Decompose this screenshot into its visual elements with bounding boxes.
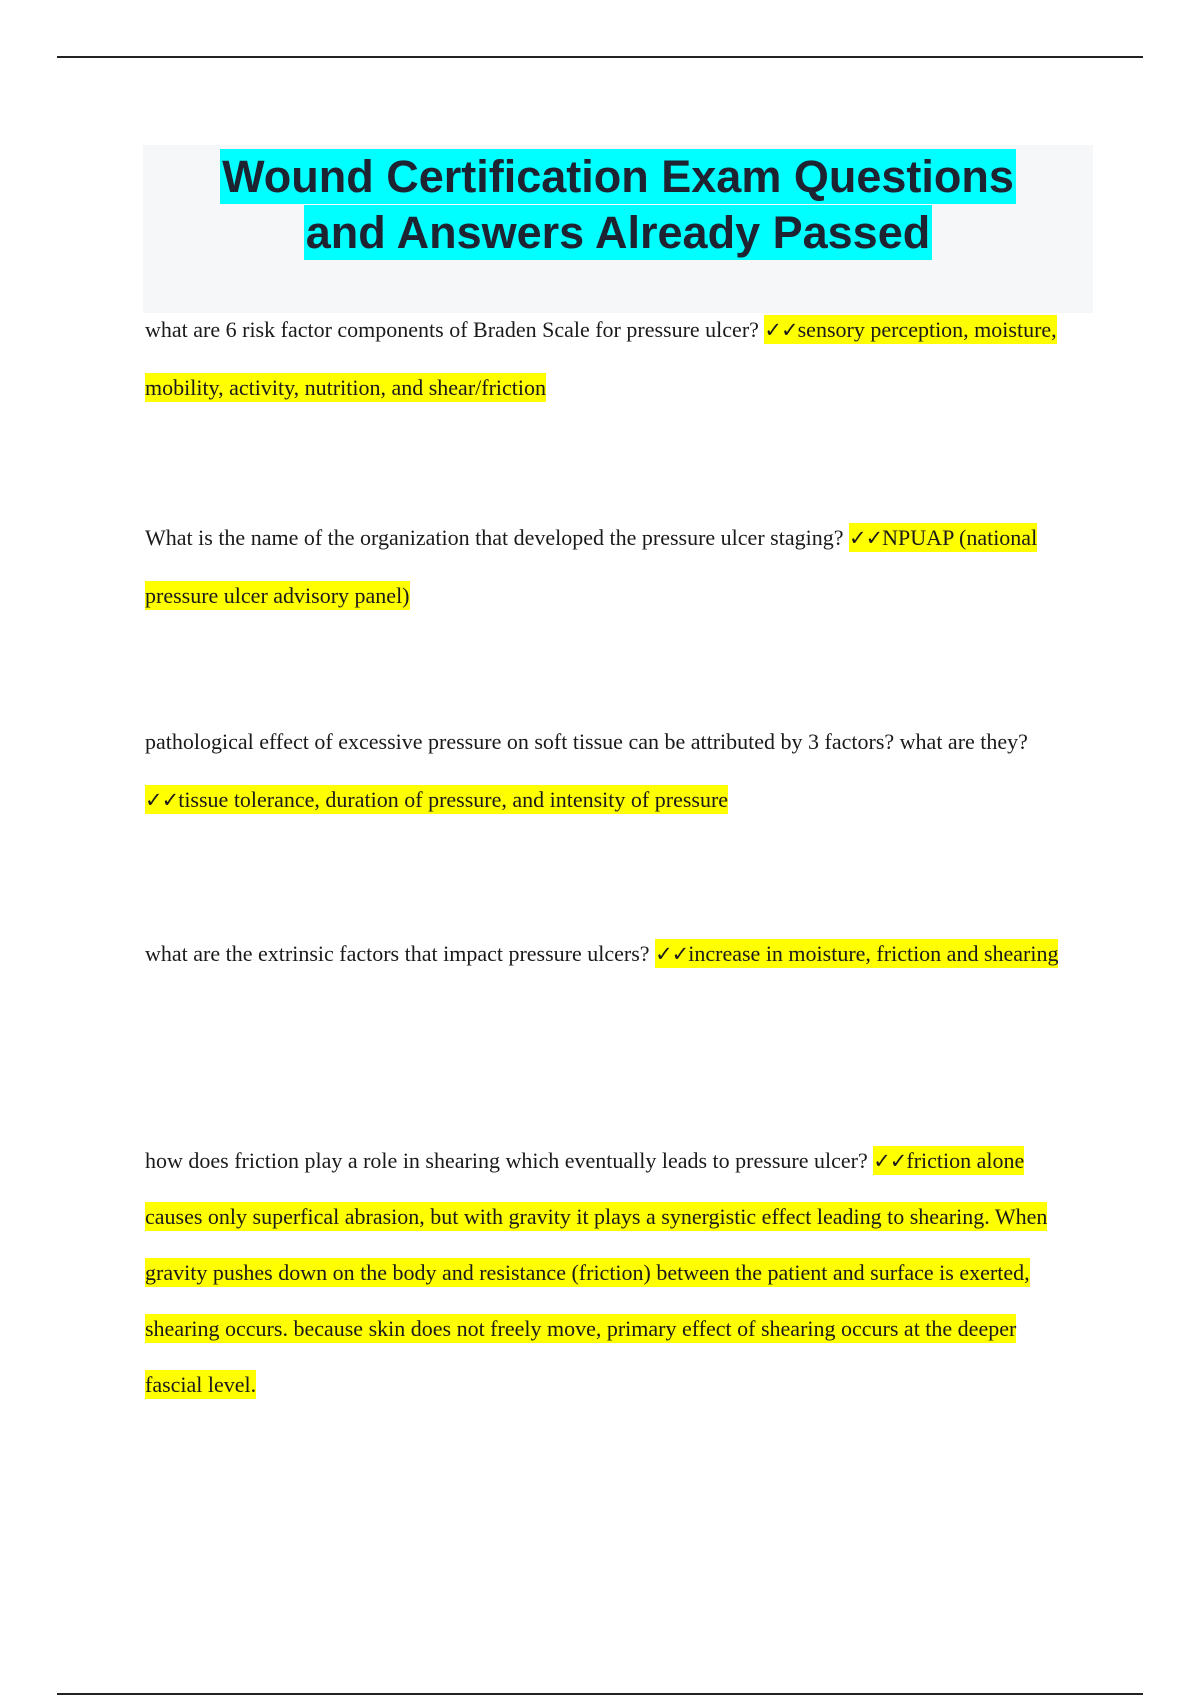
question-text: how does friction play a role in shearing which eventually leads to pressure ulcer? bbox=[145, 1148, 868, 1173]
question-text: what are the extrinsic factors that impact pressure ulcers? bbox=[145, 941, 650, 966]
question-text: What is the name of the organization that developed the pressure ulcer staging? bbox=[145, 525, 844, 550]
qa-item bbox=[145, 1133, 1075, 1413]
question-text: pathological effect of excessive pressure on soft tissue can be attributed by 3 factors? what are they? bbox=[145, 729, 1028, 754]
answer-highlight bbox=[655, 939, 1058, 968]
answer-text: friction alone causes only superfical abrasion, but with gravity it plays a synergistic effect leading to shearing. When gravity pushes down on the body and resistance (friction) between the patient and surface is exerted, shearing occurs. because skin does not freely move, primary effect of shearing occurs at the deeper fascial level. bbox=[145, 1148, 1048, 1397]
double-check-icon: ✓✓ bbox=[764, 318, 798, 342]
double-check-icon: ✓✓ bbox=[873, 1149, 907, 1173]
question-text: what are 6 risk factor components of Braden Scale for pressure ulcer? bbox=[145, 317, 759, 342]
answer-highlight bbox=[145, 1146, 1047, 1399]
page-top-rule bbox=[57, 56, 1143, 58]
title-line-1: Wound Certification Exam Questions bbox=[222, 151, 1014, 202]
title-line-2: and Answers Already Passed bbox=[305, 207, 931, 258]
qa-item bbox=[145, 301, 1075, 417]
qa-item bbox=[145, 509, 1075, 625]
answer-text: NPUAP (national pressure ulcer advisory panel) bbox=[145, 525, 1038, 608]
title-block bbox=[143, 145, 1093, 313]
double-check-icon: ✓✓ bbox=[145, 788, 179, 812]
answer-highlight bbox=[145, 785, 728, 814]
page-bottom-rule bbox=[57, 1693, 1143, 1695]
qa-item bbox=[145, 925, 1075, 983]
answer-text: sensory perception, moisture, mobility, activity, nutrition, and shear/friction bbox=[145, 317, 1057, 400]
qa-item bbox=[145, 713, 1075, 829]
answer-text: increase in moisture, friction and shearing bbox=[688, 941, 1059, 966]
double-check-icon: ✓✓ bbox=[655, 942, 689, 966]
double-check-icon: ✓✓ bbox=[848, 526, 883, 550]
answer-text: tissue tolerance, duration of pressure, and intensity of pressure bbox=[178, 787, 729, 812]
